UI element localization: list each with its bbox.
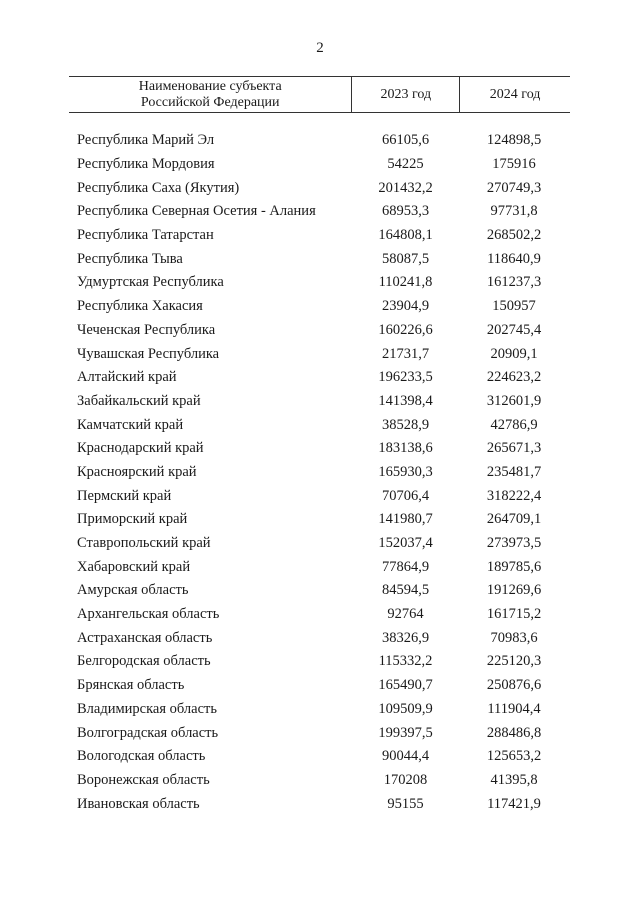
table-row <box>69 413 570 437</box>
value-2024-cell: 124898,5 <box>486 132 542 149</box>
header-subject-name-line2: Российской Федерации <box>140 94 280 110</box>
value-2023-cell: 23904,9 <box>381 298 430 315</box>
value-2023-cell: 21731,7 <box>381 345 430 362</box>
table-row <box>69 129 570 153</box>
value-2023-cell: 70706,4 <box>381 487 430 504</box>
value-2024-cell: 318222,4 <box>486 487 542 504</box>
value-2024-cell: 118640,9 <box>487 250 541 267</box>
value-2024-cell: 235481,7 <box>486 463 542 480</box>
subject-name-cell: Астраханская область <box>77 629 213 646</box>
value-2023-cell: 95155 <box>387 795 424 812</box>
table-row <box>69 319 570 343</box>
value-2024-cell: 265671,3 <box>486 440 542 457</box>
table-row <box>69 555 570 579</box>
value-2023-cell: 165930,3 <box>378 463 433 480</box>
subject-name-cell: Хабаровский край <box>77 558 191 575</box>
value-2024-cell: 125653,2 <box>486 748 542 765</box>
value-2024-cell: 20909,1 <box>490 345 538 362</box>
value-2023-cell: 152037,4 <box>378 535 433 552</box>
value-2023-cell: 92764 <box>387 606 424 623</box>
table-row <box>69 295 570 319</box>
value-2023-cell: 141398,4 <box>378 392 433 409</box>
value-2023-cell: 84594,5 <box>381 582 430 599</box>
table-row <box>69 342 570 366</box>
subject-name-cell: Ивановская область <box>77 795 200 812</box>
value-2024-cell: 150957 <box>492 298 536 315</box>
value-2023-cell: 115332,2 <box>378 653 433 670</box>
value-2023-cell: 183138,6 <box>378 440 433 457</box>
table-row <box>69 484 570 508</box>
subject-name-cell: Красноярский край <box>77 463 197 480</box>
subject-name-cell: Республика Татарстан <box>77 227 214 244</box>
value-2024-cell: 268502,2 <box>486 227 542 244</box>
table-body <box>69 129 570 816</box>
subject-name-cell: Республика Тыва <box>77 250 183 267</box>
value-2024-cell: 312601,9 <box>486 392 542 409</box>
value-2023-cell: 38326,9 <box>381 629 430 646</box>
subject-name-cell: Краснодарский край <box>77 440 204 457</box>
table-row <box>69 745 570 769</box>
table-row <box>69 247 570 271</box>
value-2024-cell: 250876,6 <box>486 677 542 694</box>
value-2023-cell: 141980,7 <box>378 511 433 528</box>
table-row <box>69 579 570 603</box>
value-2024-cell: 42786,9 <box>490 416 538 433</box>
subject-name-cell: Республика Северная Осетия - Алания <box>77 203 316 220</box>
value-2024-cell: 225120,3 <box>486 653 542 670</box>
value-2023-cell: 110241,8 <box>378 274 433 291</box>
subject-name-cell: Удмуртская Республика <box>77 274 224 291</box>
value-2023-cell: 68953,3 <box>381 203 430 220</box>
table-row <box>69 721 570 745</box>
subject-name-cell: Республика Саха (Якутия) <box>77 179 240 196</box>
table-row <box>69 674 570 698</box>
table-row <box>69 366 570 390</box>
value-2024-cell: 70983,6 <box>490 629 538 646</box>
value-2023-cell: 38528,9 <box>381 416 430 433</box>
value-2024-cell: 191269,6 <box>486 582 542 599</box>
table-row <box>69 626 570 650</box>
subject-name-cell: Воронежская область <box>77 771 210 788</box>
subject-name-cell: Чувашская Республика <box>77 345 220 362</box>
subject-name-cell: Чеченская Республика <box>77 321 216 338</box>
subject-name-cell: Приморский край <box>77 511 188 528</box>
subject-name-cell: Забайкальский край <box>77 392 201 409</box>
table-row <box>69 603 570 627</box>
table-row <box>69 792 570 816</box>
table-row <box>69 769 570 793</box>
header-subject-name <box>69 77 351 112</box>
value-2024-cell: 175916 <box>492 156 536 173</box>
page-number: 2 <box>316 40 324 56</box>
table-row <box>69 508 570 532</box>
value-2024-cell: 117421,9 <box>487 795 541 812</box>
value-2024-cell: 273973,5 <box>486 535 542 552</box>
value-2024-cell: 161715,2 <box>486 606 542 623</box>
subject-name-cell: Амурская область <box>77 582 189 599</box>
value-2023-cell: 199397,5 <box>378 724 433 741</box>
value-2024-cell: 161237,3 <box>486 274 542 291</box>
value-2023-cell: 54225 <box>387 156 424 173</box>
value-2023-cell: 165490,7 <box>378 677 433 694</box>
value-2024-cell: 189785,6 <box>486 558 542 575</box>
table-row <box>69 390 570 414</box>
subject-name-cell: Ставропольский край <box>77 535 211 552</box>
header-year-2024: 2024 год <box>459 77 570 112</box>
table-row <box>69 461 570 485</box>
value-2023-cell: 109509,9 <box>378 700 433 717</box>
subject-name-cell: Белгородская область <box>77 653 211 670</box>
value-2024-cell: 224623,2 <box>486 369 542 386</box>
subject-name-cell: Брянская область <box>77 677 185 694</box>
value-2023-cell: 77864,9 <box>381 558 430 575</box>
table-row <box>69 437 570 461</box>
table-row <box>69 153 570 177</box>
table-row <box>69 650 570 674</box>
value-2024-cell: 111904,4 <box>487 700 541 717</box>
table-row <box>69 200 570 224</box>
value-2024-cell: 270749,3 <box>486 179 542 196</box>
value-2024-cell: 288486,8 <box>486 724 542 741</box>
value-2023-cell: 201432,2 <box>378 179 433 196</box>
table-row <box>69 224 570 248</box>
table-row <box>69 271 570 295</box>
data-table <box>69 76 570 812</box>
value-2023-cell: 160226,6 <box>378 321 433 338</box>
value-2024-cell: 97731,8 <box>490 203 538 220</box>
value-2024-cell: 202745,4 <box>486 321 542 338</box>
subject-name-cell: Камчатский край <box>77 416 184 433</box>
value-2023-cell: 66105,6 <box>381 132 430 149</box>
header-year-2023: 2023 год <box>351 77 459 112</box>
subject-name-cell: Вологодская область <box>77 748 206 765</box>
value-2023-cell: 196233,5 <box>378 369 433 386</box>
table-header <box>69 76 570 113</box>
subject-name-cell: Пермский край <box>77 487 172 504</box>
table-row <box>69 532 570 556</box>
value-2023-cell: 164808,1 <box>378 227 433 244</box>
subject-name-cell: Владимирская область <box>77 700 217 717</box>
value-2023-cell: 170208 <box>383 771 428 788</box>
table-row <box>69 698 570 722</box>
value-2024-cell: 264709,1 <box>486 511 542 528</box>
value-2024-cell: 41395,8 <box>490 771 538 788</box>
subject-name-cell: Алтайский край <box>77 369 177 386</box>
value-2023-cell: 90044,4 <box>381 748 430 765</box>
header-subject-name-line1: Наименование субъекта <box>138 78 282 94</box>
subject-name-cell: Архангельская область <box>77 606 220 623</box>
subject-name-cell: Республика Мордовия <box>77 156 215 173</box>
value-2023-cell: 58087,5 <box>381 250 430 267</box>
subject-name-cell: Волгоградская область <box>77 724 219 741</box>
subject-name-cell: Республика Марий Эл <box>77 132 215 149</box>
subject-name-cell: Республика Хакасия <box>77 298 203 315</box>
table-row <box>69 176 570 200</box>
